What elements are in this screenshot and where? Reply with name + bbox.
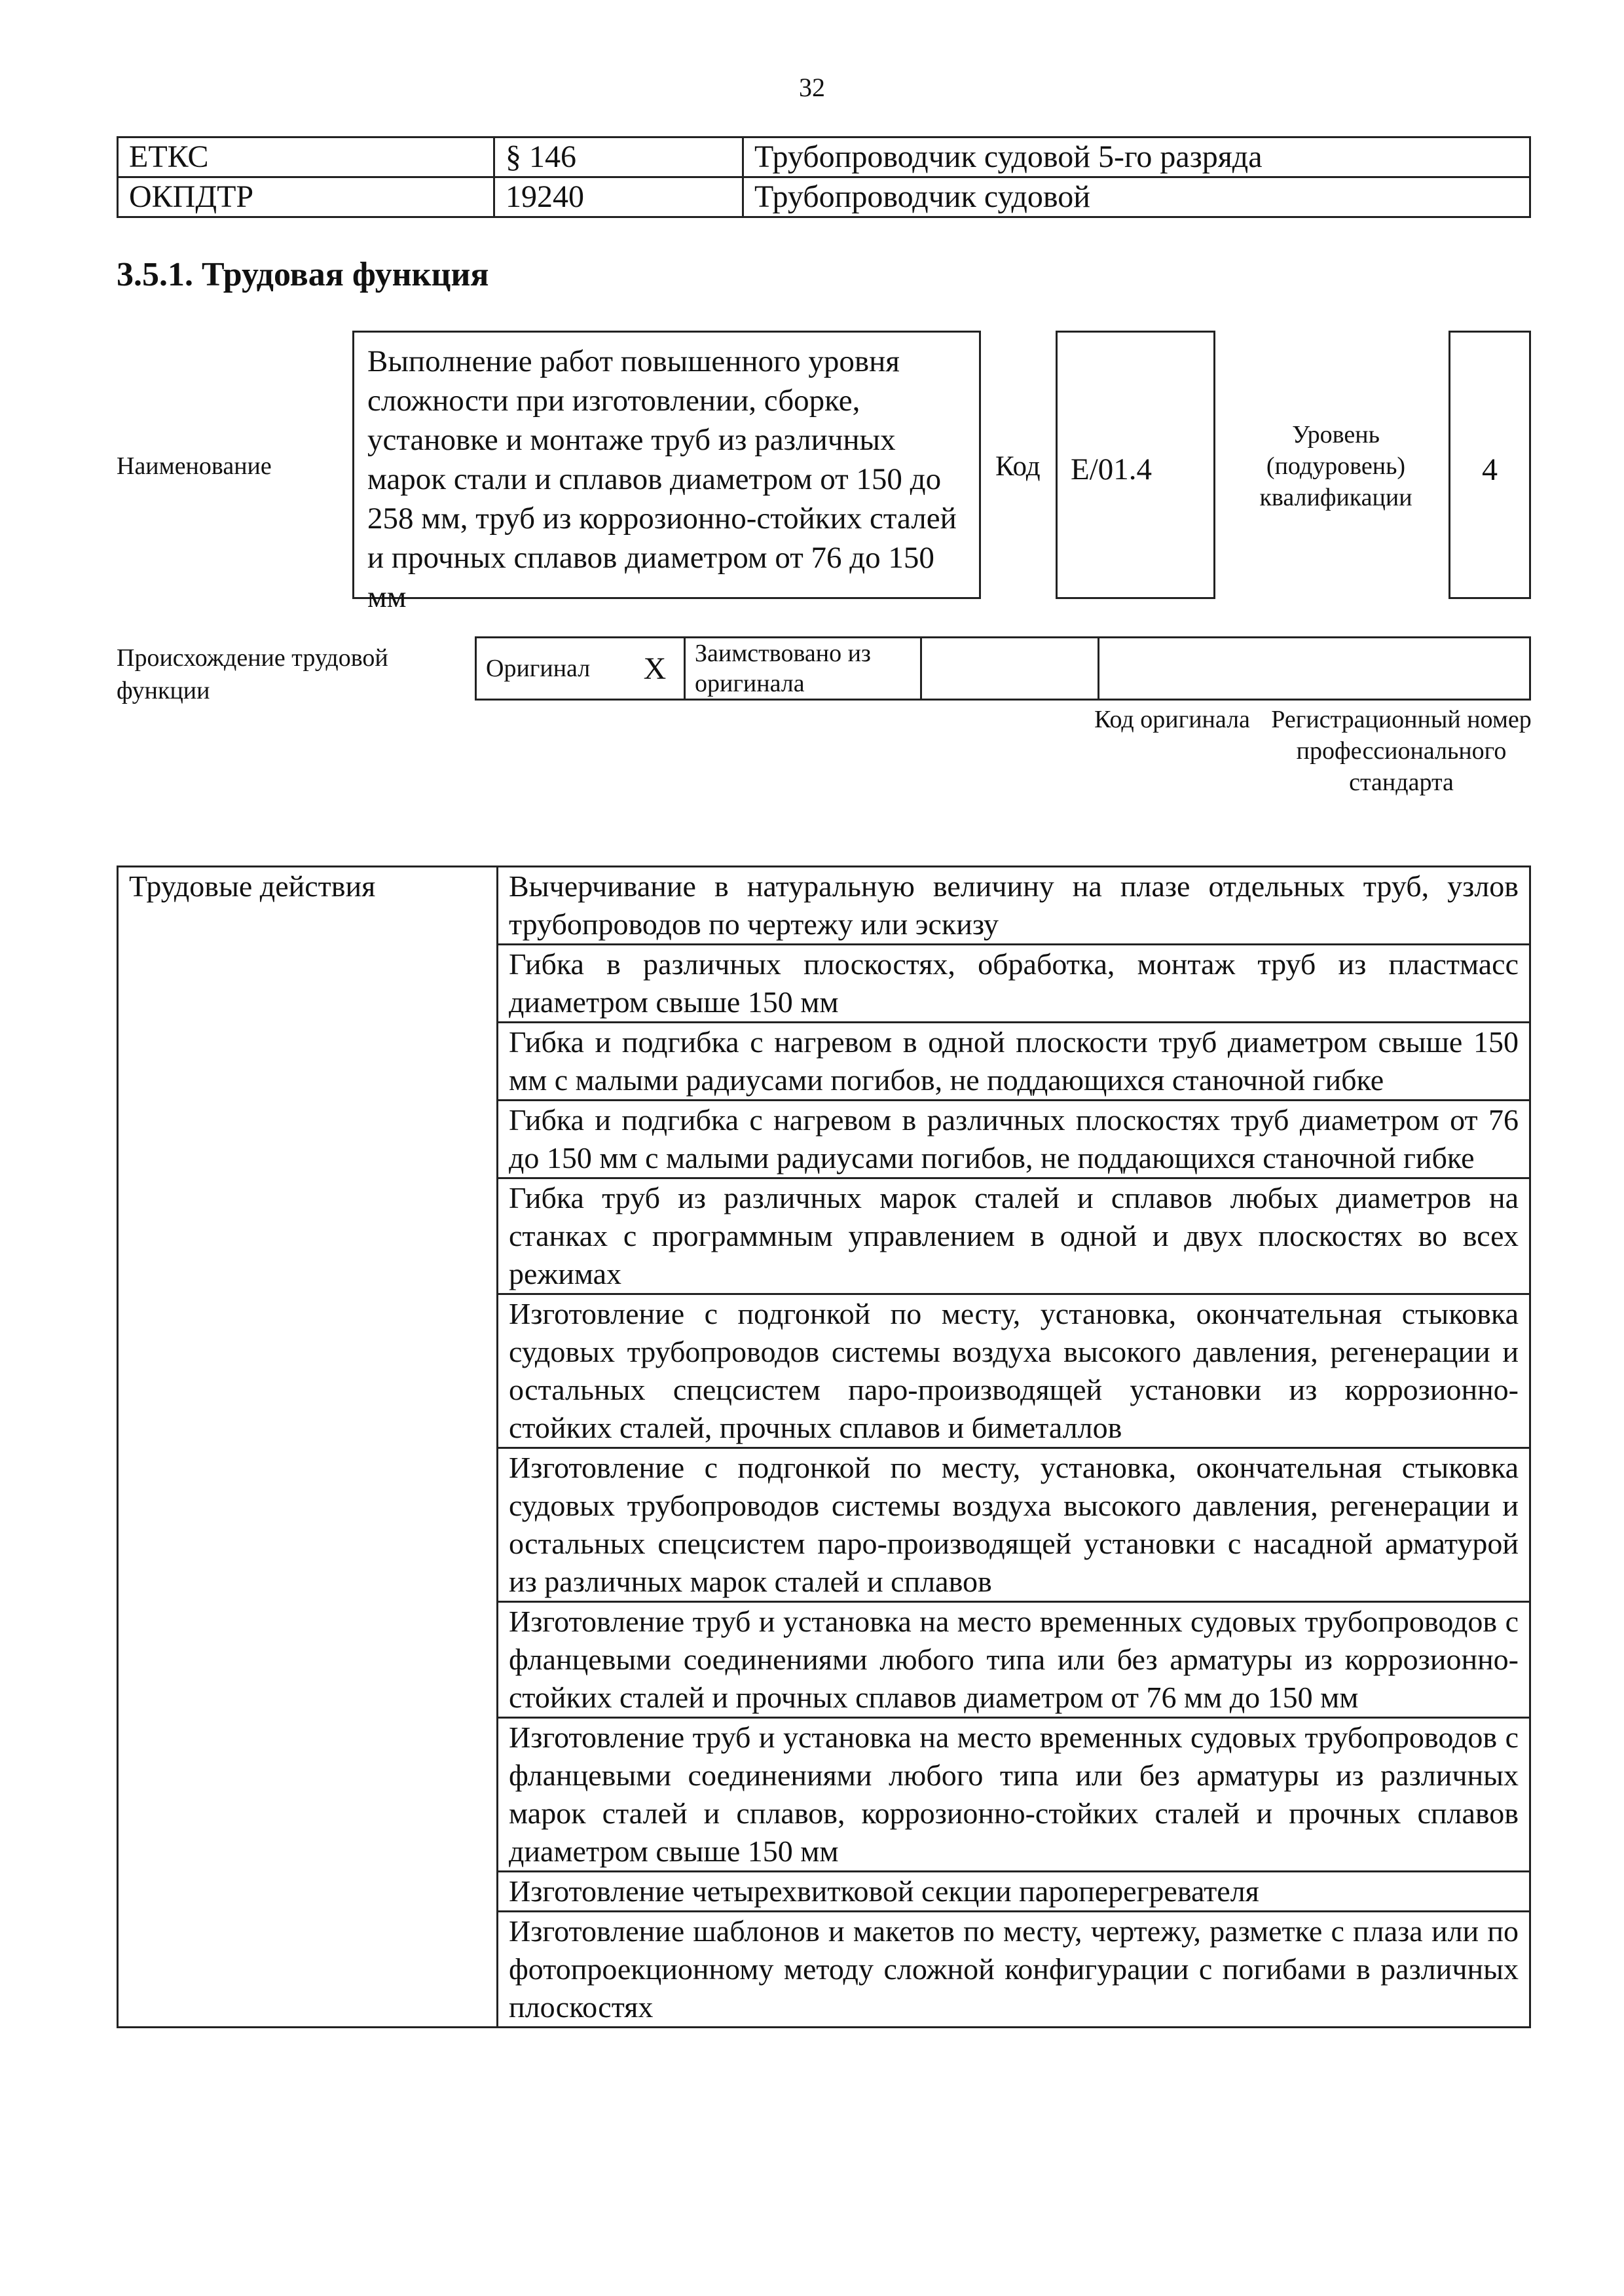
header-code: ЕТКС bbox=[118, 137, 494, 177]
function-code-box: E/01.4 bbox=[1056, 331, 1215, 599]
header-number: 19240 bbox=[494, 177, 743, 217]
table-row bbox=[476, 638, 1530, 700]
origin-reg-cell bbox=[1099, 638, 1530, 700]
labor-action: Изготовление с подгонкой по месту, установка, окончательная стыковка судовых трубопроводов системы воздуха высокого давления, регенерации и остальных спецсистем паро-производящей установки из коррозионно-стойких сталей, прочных сплавов и биметаллов bbox=[498, 1294, 1530, 1448]
labor-action: Гибка в различных плоскостях, обработка, монтаж труб из пластмасс диаметром свыше 150 мм bbox=[498, 945, 1530, 1023]
qualification-level-label: Уровень (подуровень) квалификации bbox=[1259, 421, 1412, 511]
labor-action: Изготовление труб и установка на место временных судовых трубопроводов с фланцевыми соединениями любого типа или без арматуры из коррозионно-стойких сталей и прочных сплавов диаметром от 76 мм до 150 мм bbox=[498, 1602, 1530, 1718]
header-table bbox=[117, 136, 1531, 218]
table-row bbox=[118, 867, 1530, 945]
origin-code-cell bbox=[921, 638, 1099, 700]
labor-actions-table bbox=[117, 866, 1531, 2028]
page-number: 32 bbox=[799, 73, 825, 102]
labor-action: Изготовление шаблонов и макетов по месту, чертежу, разметке с плаза или по фотопроекционному методу сложной конфигурации с погибами в различных плоскостях bbox=[498, 1912, 1530, 2028]
labor-action: Гибка и подгибка с нагревом в одной плоскости труб диаметром свыше 150 мм с малыми радиусами погибов, не поддающихся станочной гибке bbox=[498, 1023, 1530, 1101]
labor-action: Изготовление четырехвитковой секции пароперегревателя bbox=[498, 1872, 1530, 1912]
code-label: Код bbox=[995, 451, 1041, 482]
actions-label: Трудовые действия bbox=[118, 867, 498, 2028]
original-mark: X bbox=[626, 638, 685, 700]
origin-label: Происхождение трудовой функции bbox=[117, 644, 388, 704]
table-row bbox=[118, 137, 1530, 177]
labor-action: Вычерчивание в натуральную величину на плазе отдельных труб, узлов трубопроводов по чертежу или эскизу bbox=[498, 867, 1530, 945]
original-label: Оригинал bbox=[476, 638, 627, 700]
borrowed-label: Заимствовано из оригинала bbox=[685, 638, 921, 700]
header-code: ОКПДТР bbox=[118, 177, 494, 217]
name-label: Наименование bbox=[117, 452, 272, 480]
origin-table bbox=[475, 636, 1531, 701]
origin-code-caption: Код оригинала bbox=[1094, 706, 1250, 733]
header-title: Трубопроводчик судовой 5-го разряда bbox=[743, 137, 1530, 177]
section-title: 3.5.1. Трудовая функция bbox=[117, 256, 489, 293]
labor-action: Изготовление с подгонкой по месту, установка, окончательная стыковка судовых трубопроводов системы воздуха высокого давления, регенерации и остальных спецсистем паро-производящей установки с насадной арматурой из различных марок сталей и сплавов bbox=[498, 1448, 1530, 1602]
qualification-level-box: 4 bbox=[1449, 331, 1531, 599]
function-name-box: Выполнение работ повышенного уровня сложности при изготовлении, сборке, установке и монтаже труб из различных марок стали и сплавов диаметром от 150 до 258 мм, труб из коррозионно-стойких сталей и прочных сплавов диаметром от 76 до 150 мм bbox=[352, 331, 981, 599]
table-row bbox=[118, 177, 1530, 217]
header-number: § 146 bbox=[494, 137, 743, 177]
labor-action: Изготовление труб и установка на место временных судовых трубопроводов с фланцевыми соединениями любого типа или без арматуры из различных марок сталей и сплавов, коррозионно-стойких сталей и прочных сплавов диаметром свыше 150 мм bbox=[498, 1718, 1530, 1872]
header-title: Трубопроводчик судовой bbox=[743, 177, 1530, 217]
labor-action: Гибка труб из различных марок сталей и сплавов любых диаметров на станках с программным управлением в одной и двух плоскостях во всех режимах bbox=[498, 1178, 1530, 1294]
reg-number-caption: Регистрационный номер профессионального стандарта bbox=[1271, 706, 1532, 796]
labor-action: Гибка и подгибка с нагревом в различных плоскостях труб диаметром от 76 до 150 мм с малыми радиусами погибов, не поддающихся станочной гибке bbox=[498, 1101, 1530, 1178]
